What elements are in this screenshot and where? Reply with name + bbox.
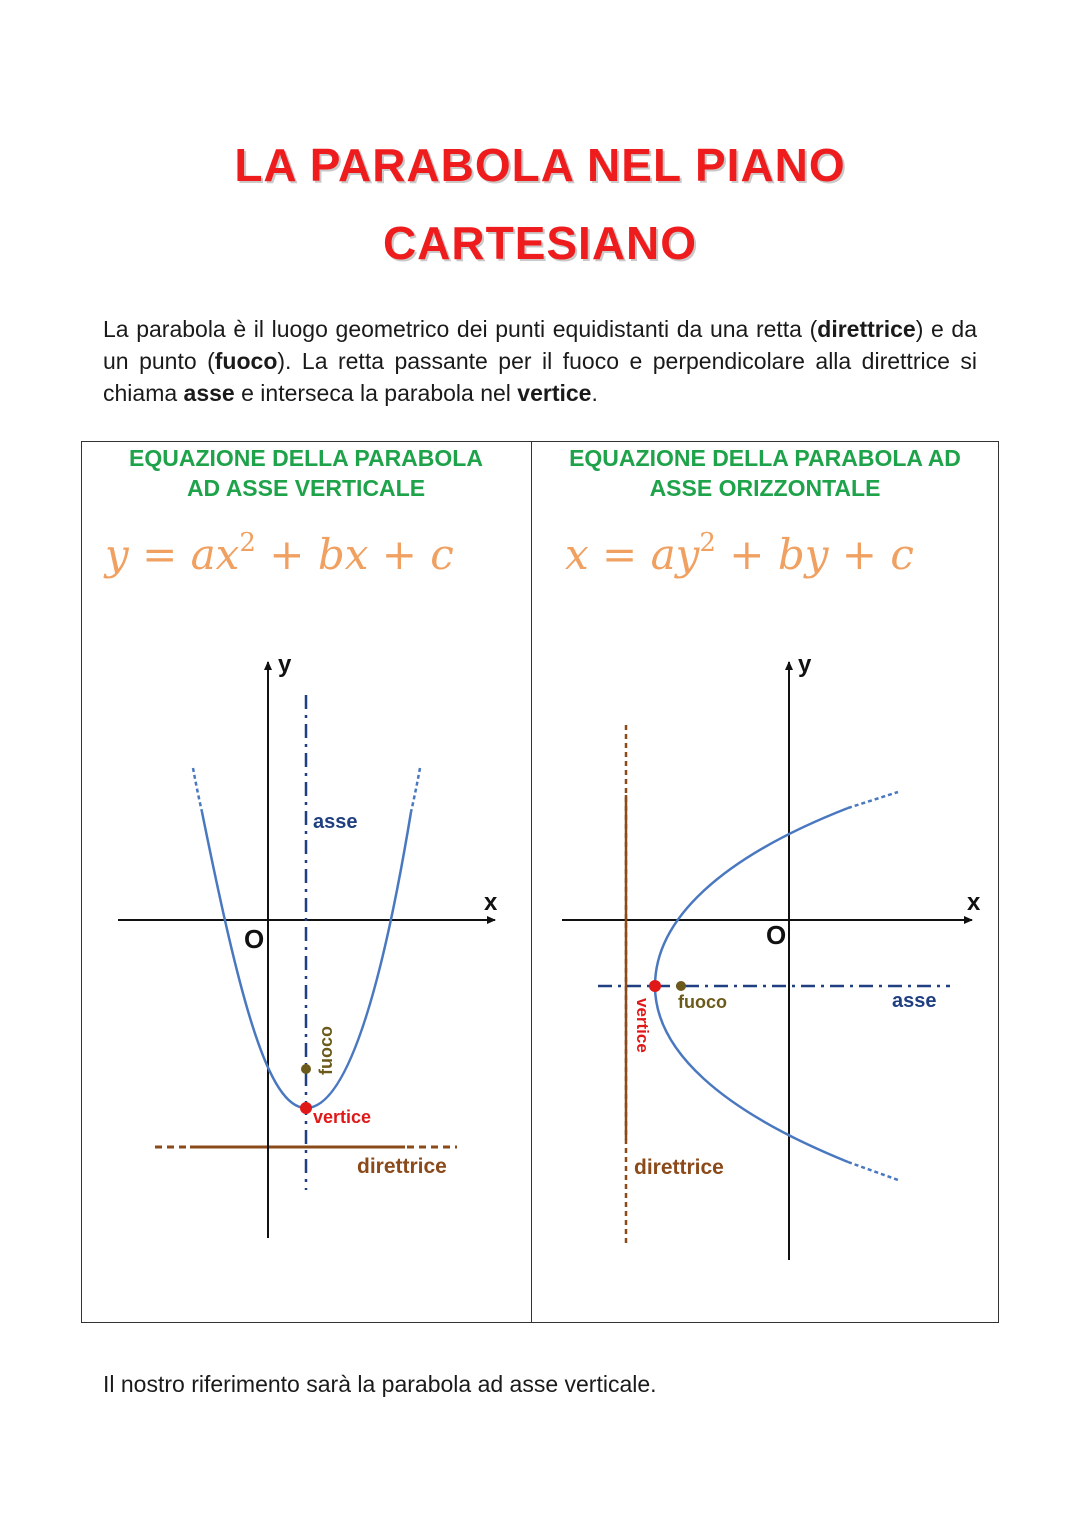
x-axis-label: x xyxy=(967,889,981,916)
origin-label: O xyxy=(766,920,787,950)
right-heading-line-2: ASSE ORIZZONTALE xyxy=(649,475,881,501)
direttrice-label: direttrice xyxy=(634,1156,724,1179)
intro-bold-vertice: vertice xyxy=(517,380,592,406)
parabola-dashed-top xyxy=(848,792,898,808)
intro-text-4: e interseca la parabola nel xyxy=(234,380,518,406)
asse-label: asse xyxy=(313,811,358,833)
formula-left-term1: ax xyxy=(190,530,240,579)
vertical-parabola-equation xyxy=(105,528,454,579)
footer-note: Il nostro riferimento sarà la parabola ad asse verticale. xyxy=(103,1371,657,1397)
fuoco-label: fuoco xyxy=(316,1026,336,1075)
horizontal-parabola-diagram xyxy=(532,640,998,1270)
formula-left-exponent: 2 xyxy=(239,528,256,558)
focus-point xyxy=(676,981,686,991)
left-panel-heading xyxy=(82,443,530,503)
vertice-label: vertice xyxy=(633,998,652,1053)
formula-left-eq: = xyxy=(128,530,191,579)
parabola-dashed-right xyxy=(411,768,420,812)
parabola-dashed-left xyxy=(193,768,202,812)
vertical-parabola-diagram xyxy=(82,640,530,1260)
parabola-dashed-bottom xyxy=(848,1162,898,1180)
y-axis-label: y xyxy=(798,651,812,678)
left-heading-line-2: AD ASSE VERTICALE xyxy=(186,475,426,501)
intro-text-2: ) e da un punto ( xyxy=(103,316,977,374)
left-heading-line-1: EQUAZIONE DELLA PARABOLA xyxy=(129,445,483,471)
formula-left-rest: + bx + c xyxy=(255,530,454,579)
intro-paragraph xyxy=(103,313,977,409)
fuoco-label: fuoco xyxy=(678,992,727,1012)
intro-bold-asse: asse xyxy=(183,380,235,406)
page-title-line-1: LA PARABOLA NEL PIANO xyxy=(234,139,846,191)
formula-right-rest: + by + c xyxy=(715,530,914,579)
intro-text-1: La parabola è il luogo geometrico dei punti equidistanti da una retta ( xyxy=(103,316,818,342)
vertex-point xyxy=(649,980,661,992)
formula-right-lhs: x xyxy=(565,530,589,579)
formula-right-eq: = xyxy=(588,530,651,579)
horizontal-parabola-equation xyxy=(565,528,914,579)
formula-right-exponent: 2 xyxy=(699,528,716,558)
direttrice-label: direttrice xyxy=(357,1155,447,1178)
right-panel-heading xyxy=(532,443,998,503)
intro-bold-fuoco: fuoco xyxy=(214,348,278,374)
vertice-label: vertice xyxy=(313,1107,372,1127)
right-heading-line-1: EQUAZIONE DELLA PARABOLA AD xyxy=(569,445,961,471)
focus-point xyxy=(301,1064,311,1074)
intro-text-5: . xyxy=(591,380,598,406)
intro-text-3: ). La retta passante per il fuoco e perpendicolare alla direttrice si chiama xyxy=(103,348,977,406)
x-axis-label: x xyxy=(484,889,498,916)
formula-left-lhs: y xyxy=(105,530,129,579)
intro-bold-direttrice: direttrice xyxy=(817,316,916,342)
formula-right-term1: ay xyxy=(650,530,700,579)
origin-label: O xyxy=(244,924,265,954)
y-axis-label: y xyxy=(278,651,292,678)
vertex-point xyxy=(300,1102,312,1114)
page-title-line-2: CARTESIANO xyxy=(382,217,698,269)
asse-label: asse xyxy=(892,990,937,1012)
